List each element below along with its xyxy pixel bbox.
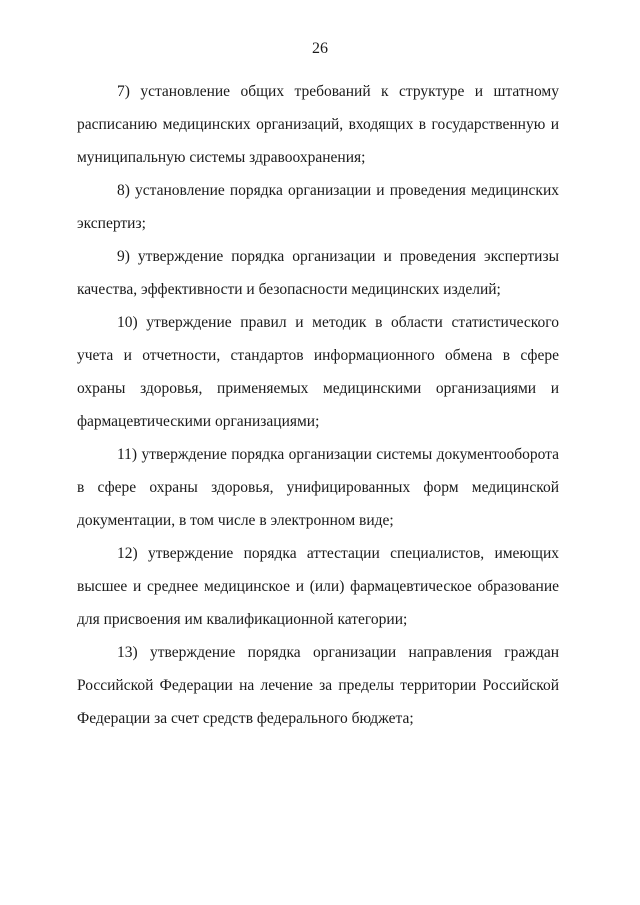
paragraph-item-13: 13) утверждение порядка организации направления граждан Российской Федерации на лечение за пределы территории Российской Федерации за счет средств федерального бюджета; (77, 644, 559, 727)
paragraph-item-10: 10) утверждение правил и методик в области статистического учета и отчетности, стандартов информационного обмена в сфере охраны здоровья, применяемых медицинскими организациями и фармацевтическими организациями; (77, 314, 559, 430)
paragraph-item-8: 8) установление порядка организации и проведения медицинских экспертиз; (77, 182, 559, 232)
paragraph-item-12: 12) утверждение порядка аттестации специалистов, имеющих высшее и среднее медицинское и (или) фармацевтическое образование для присвоения им квалификационной категории; (77, 545, 559, 628)
page-number: 26 (312, 40, 328, 57)
paragraph-item-9: 9) утверждение порядка организации и проведения экспертизы качества, эффективности и безопасности медицинских изделий; (77, 248, 559, 298)
document-body (77, 75, 559, 735)
paragraph-item-11: 11) утверждение порядка организации системы документооборота в сфере охраны здоровья, унифицированных форм медицинской документации, в том числе в электронном виде; (77, 446, 559, 529)
paragraph-item-7: 7) установление общих требований к структуре и штатному расписанию медицинских организаций, входящих в государственную и муниципальную системы здравоохранения; (77, 83, 559, 166)
